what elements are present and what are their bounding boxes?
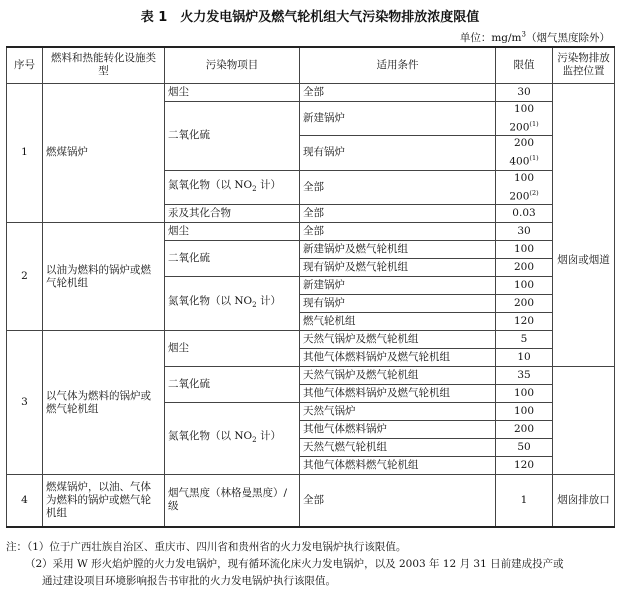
header-seq: 序号 <box>7 47 43 83</box>
g1-nox-cond: 全部 <box>300 170 496 205</box>
unit-suffix: （烟气黑度除外） <box>526 32 610 44</box>
g4-val: 1 <box>496 475 553 527</box>
g3-nox-v3: 50 <box>496 439 553 457</box>
g3-soot-v1: 5 <box>496 331 553 349</box>
g1-so2-v1a: 100 <box>513 102 535 115</box>
g1-so2-v1b: 200 <box>509 121 530 133</box>
header-item: 污染物项目 <box>165 47 300 83</box>
g4-fuel: 燃煤锅炉，以油、气体为燃料的锅炉或燃气轮机组 <box>43 475 165 527</box>
table-row <box>7 223 615 241</box>
note-2a: （2）采用 W 形火焰炉膛的火力发电锅炉，现有循环流化床火力发电锅炉，以及 2003 年 12 月 31 日前建成投产或 <box>25 558 564 570</box>
g3-so2: 二氧化硫 <box>165 367 300 403</box>
table-title: 表 1 火力发电锅炉及燃气轮机组大气污染物排放浓度限值 <box>140 10 480 25</box>
g2-nox-v1: 100 <box>496 277 553 295</box>
g2-monitor: 烟囱或烟道 <box>557 253 610 266</box>
emission-limits-table <box>6 46 615 528</box>
g3-nox-cond3: 天然气燃气轮机组 <box>300 439 496 457</box>
g2-nox-cond3: 燃气轮机组 <box>300 313 496 331</box>
g1-soot-val: 30 <box>496 83 553 101</box>
g2-soot-cond: 全部 <box>300 223 496 241</box>
g1-nox-prefix: 氮氧化物（以 NO <box>168 178 253 191</box>
note-1: （1）位于广西壮族自治区、重庆市、四川省和贵州省的火力发电锅炉执行该限值。 <box>27 541 407 553</box>
g1-hg-val: 0.03 <box>496 205 553 223</box>
g2-nox-v3: 120 <box>496 313 553 331</box>
g1-hg: 汞及其化合物 <box>165 205 300 223</box>
g3-monitor-empty <box>553 367 615 475</box>
g1-so2-val2 <box>496 136 553 171</box>
g3-nox-sub: 2 <box>252 436 257 445</box>
table-notes <box>6 539 616 590</box>
g1-so2-v2b: 400 <box>509 155 530 168</box>
g4-item: 烟气黑度（林格曼黑度）/级 <box>165 475 300 527</box>
g1-so2-val1 <box>496 101 553 136</box>
g4-monitor: 烟囱排放口 <box>553 475 615 527</box>
g3-soot: 烟尘 <box>165 331 300 367</box>
g1-soot: 烟尘 <box>165 83 300 101</box>
g1-nox-vb: 200 <box>509 190 530 202</box>
g1-nox-suffix: 计） <box>256 178 281 191</box>
header-condition: 适用条件 <box>300 47 496 83</box>
header-fuel: 燃料和热能转化设施类型 <box>43 47 165 83</box>
g3-nox-prefix: 氮氧化物（以 NO <box>168 429 253 442</box>
g1-so2-v1b-sup: (1) <box>529 119 539 128</box>
table-row <box>7 331 615 349</box>
g3-nox-cond4: 其他气体燃料燃气轮机组 <box>300 457 496 475</box>
g1-so2-v1b-wrap <box>496 117 552 136</box>
note-1-line <box>6 539 616 556</box>
g2-nox <box>165 277 300 331</box>
g3-fuel: 以气体为燃料的锅炉或燃气轮机组 <box>43 331 165 475</box>
g3-nox-v2: 200 <box>496 421 553 439</box>
g2-nox-sub: 2 <box>252 301 257 310</box>
g2-seq: 2 <box>7 223 43 331</box>
g2-soot-val: 30 <box>496 223 553 241</box>
g4-cond: 全部 <box>300 475 496 527</box>
g1-nox-vb-wrap <box>496 186 552 205</box>
g1-so2-cond2: 现有锅炉 <box>300 136 496 171</box>
header-row <box>7 47 615 83</box>
g1-so2-v2a: 200 <box>513 137 535 149</box>
g1-nox-vb-sup: (2) <box>529 188 539 197</box>
g1-fuel: 燃煤锅炉 <box>43 83 165 223</box>
g2-soot: 烟尘 <box>165 223 300 241</box>
g3-so2-v1: 35 <box>496 367 553 385</box>
g3-soot-cond2: 其他气体燃料锅炉及燃气轮机组 <box>300 349 496 367</box>
g3-nox <box>165 403 300 475</box>
g1-nox-val <box>496 170 553 205</box>
unit-prefix: 单位：mg/m <box>459 32 522 44</box>
g1-so2-cond1: 新建锅炉 <box>300 101 496 136</box>
unit-note <box>460 30 610 45</box>
g3-nox-v4: 120 <box>496 457 553 475</box>
g2-nox-prefix: 氮氧化物（以 NO <box>168 294 253 307</box>
notes-label: 注： <box>6 541 27 553</box>
g3-seq: 3 <box>7 331 43 475</box>
g2-so2-cond2: 现有锅炉及燃气轮机组 <box>300 259 496 277</box>
note-2b: 通过建设项目环境影响报告书审批的火力发电锅炉执行该限值。 <box>42 575 336 587</box>
g1-nox-va: 100 <box>513 171 535 184</box>
g3-soot-v2: 10 <box>496 349 553 367</box>
g1-so2: 二氧化硫 <box>165 101 300 170</box>
g2-nox-cond2: 现有锅炉 <box>300 295 496 313</box>
g2-nox-cond1: 新建锅炉 <box>300 277 496 295</box>
g2-fuel: 以油为燃料的锅炉或燃气轮机组 <box>43 223 165 331</box>
table-row <box>7 83 615 101</box>
g1-seq: 1 <box>7 83 43 223</box>
g2-so2-v1: 100 <box>496 241 553 259</box>
g1-g3-monitor-cell <box>553 83 615 367</box>
g1-nox <box>165 170 300 205</box>
g1-hg-cond: 全部 <box>300 205 496 223</box>
g2-nox-suffix: 计） <box>256 294 281 307</box>
g3-so2-cond1: 天然气锅炉及燃气轮机组 <box>300 367 496 385</box>
g1-soot-cond: 全部 <box>300 83 496 101</box>
g2-so2: 二氧化硫 <box>165 241 300 277</box>
g2-nox-v2: 200 <box>496 295 553 313</box>
g3-so2-cond2: 其他气体燃料锅炉及燃气轮机组 <box>300 385 496 403</box>
header-monitor: 污染物排放监控位置 <box>553 47 615 83</box>
g3-so2-v2: 100 <box>496 385 553 403</box>
g2-so2-v2: 200 <box>496 259 553 277</box>
note-2 <box>6 556 616 573</box>
g3-nox-cond1: 天然气锅炉 <box>300 403 496 421</box>
g1-nox-sub: 2 <box>252 184 257 193</box>
g1-so2-v2b-wrap <box>496 151 552 170</box>
g2-so2-cond1: 新建锅炉及燃气轮机组 <box>300 241 496 259</box>
table-row <box>7 475 615 527</box>
g1-so2-v2b-sup: (1) <box>529 154 539 162</box>
g3-nox-v1: 100 <box>496 403 553 421</box>
g4-seq: 4 <box>7 475 43 527</box>
g3-nox-cond2: 其他气体燃料锅炉 <box>300 421 496 439</box>
g3-nox-suffix: 计） <box>256 429 281 442</box>
g3-soot-cond1: 天然气锅炉及燃气轮机组 <box>300 331 496 349</box>
unit-sup: 3 <box>521 30 526 39</box>
header-limit: 限值 <box>496 47 553 83</box>
